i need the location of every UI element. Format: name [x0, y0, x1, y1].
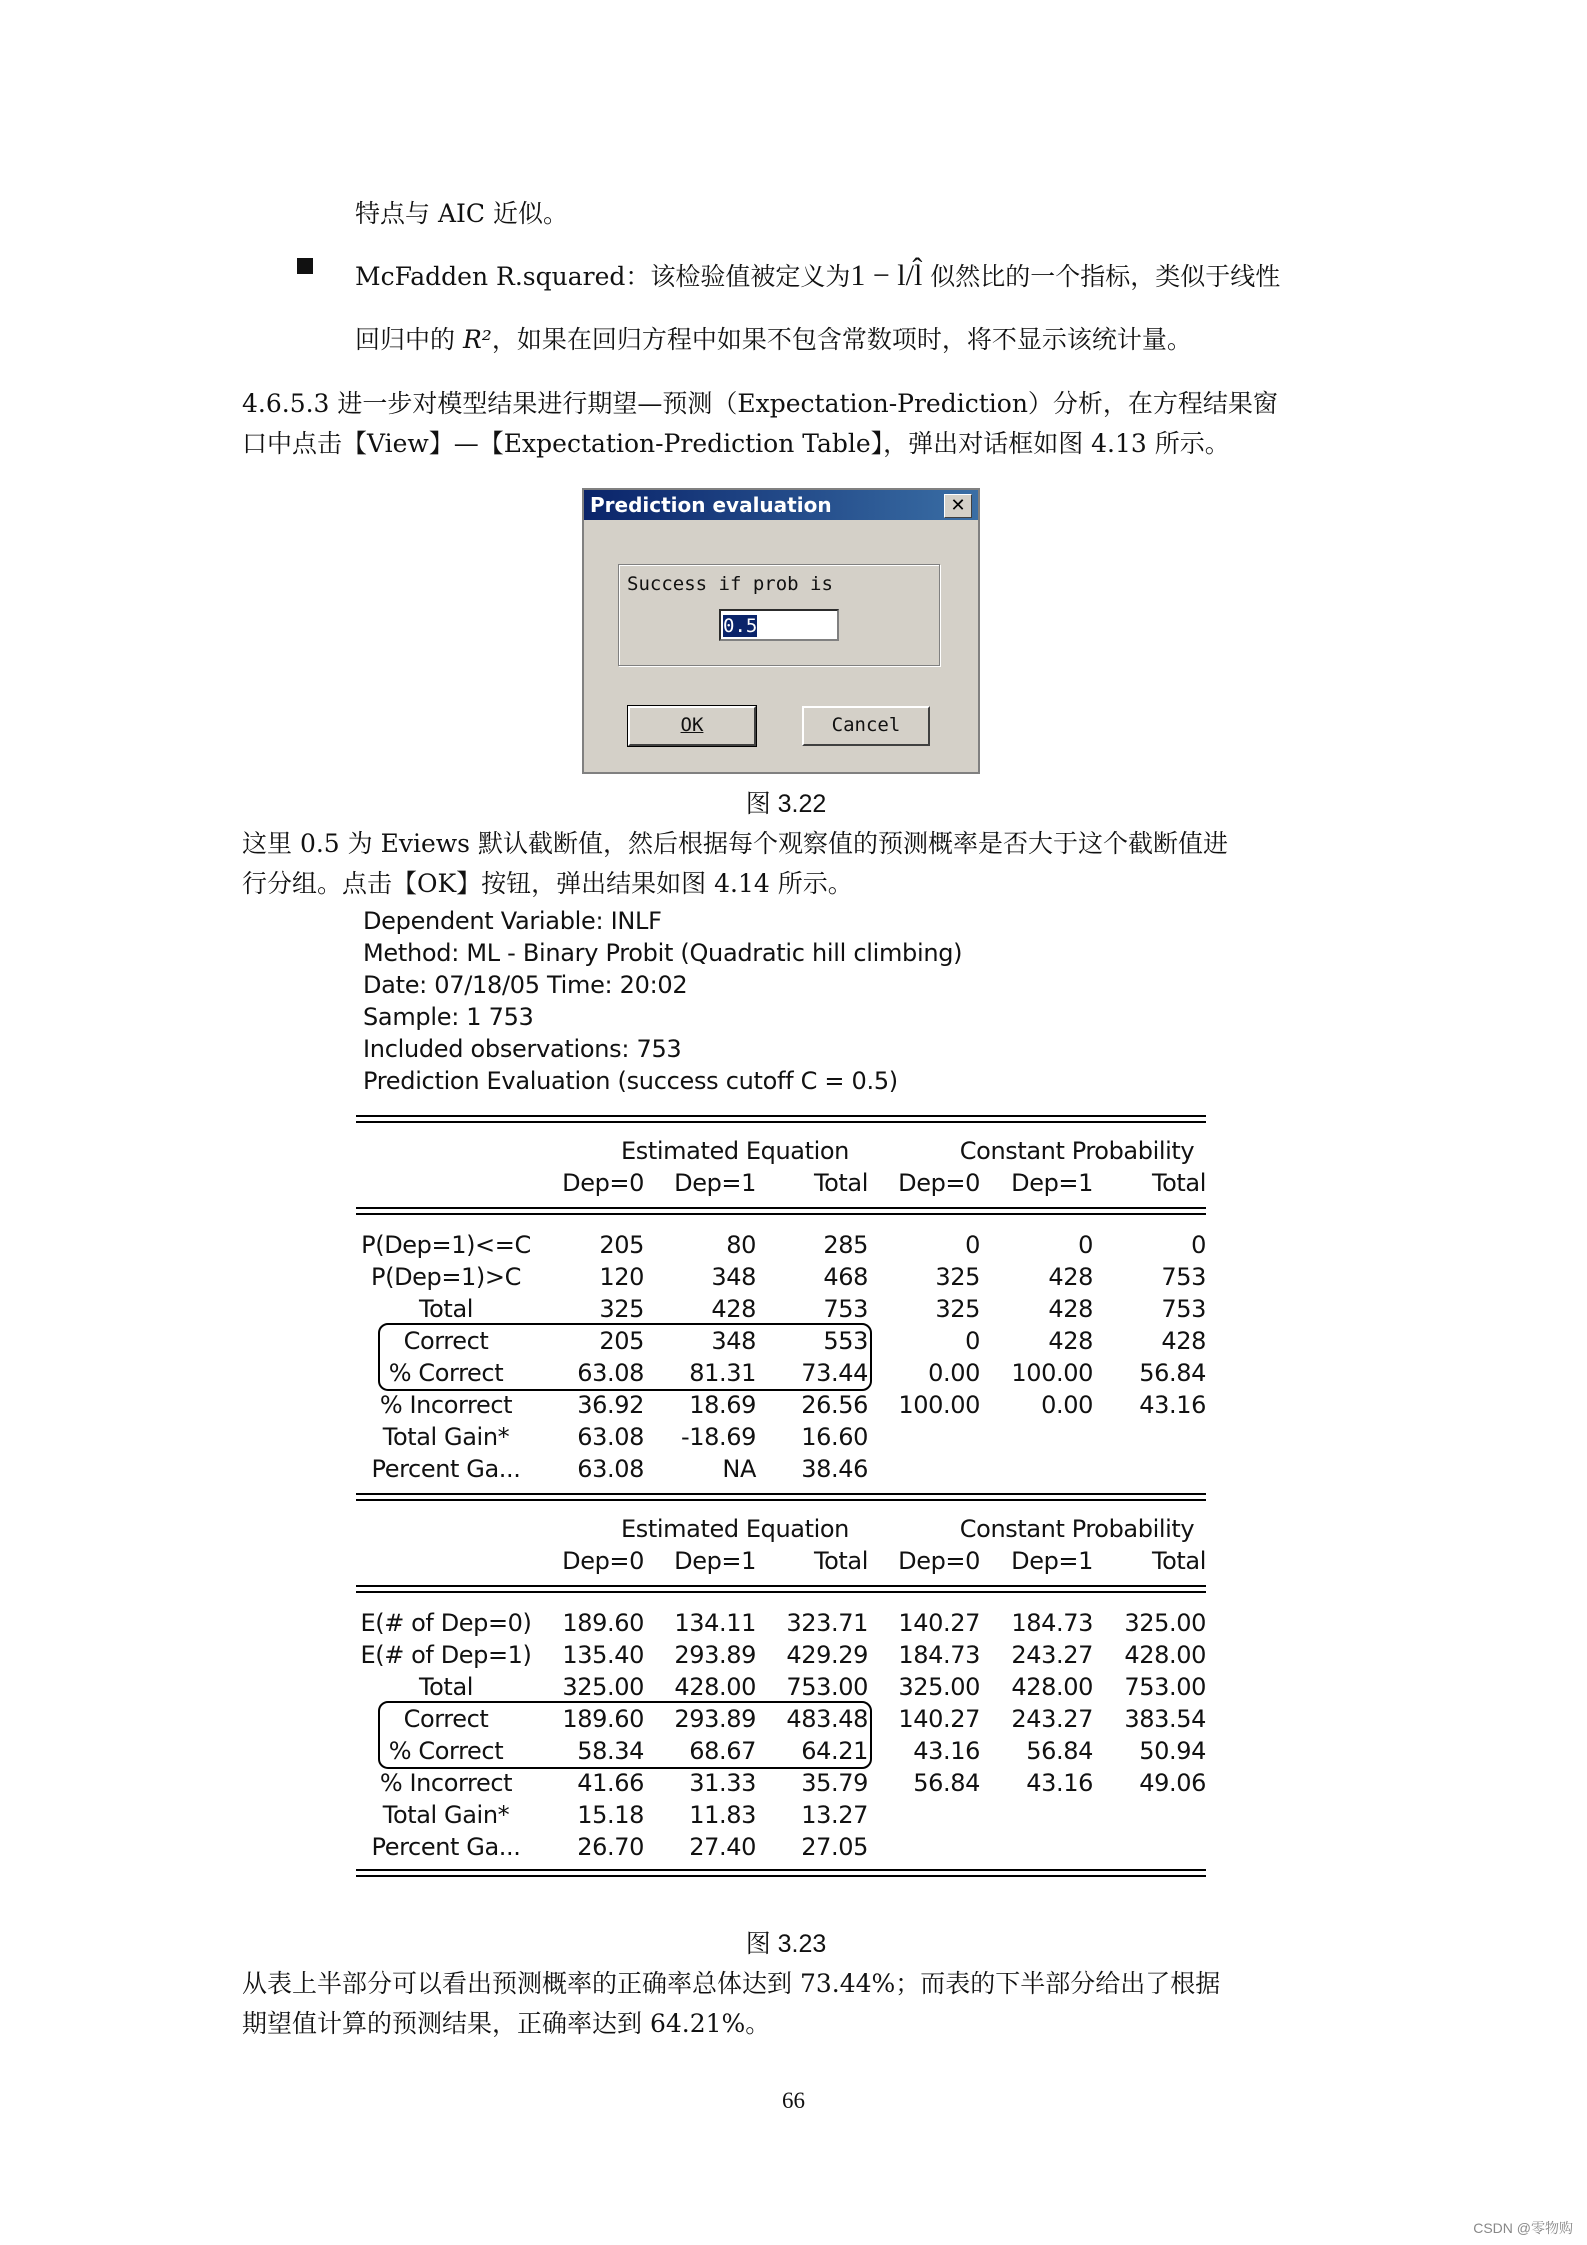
table-cell: 27.40 [689, 1833, 756, 1861]
column-header: Dep=1 [674, 1169, 756, 1197]
table-cell: 140.27 [898, 1609, 980, 1637]
column-header: Total [813, 1169, 868, 1197]
section-heading-line1: 4.6.5.3 进一步对模型结果进行期望—预测（Expectation-Prediction）分析，在方程结果窗 [242, 389, 1278, 418]
table2-bottom-rule [356, 1869, 1206, 1871]
row-label: Correct [403, 1327, 489, 1355]
table-cell: 325.00 [562, 1673, 644, 1701]
table-cell: 120 [599, 1263, 644, 1291]
table2-header-rule2 [356, 1591, 1206, 1593]
row-label: % Incorrect [379, 1391, 513, 1419]
explain-line2: 行分组。点击【OK】按钮，弹出结果如图 4.14 所示。 [242, 869, 853, 898]
table-cell: 753 [1161, 1295, 1206, 1323]
prediction-evaluation-dialog [582, 488, 980, 774]
table-cell: 325.00 [898, 1673, 980, 1701]
table-cell: 63.08 [577, 1455, 644, 1483]
table-cell: 100.00 [1011, 1359, 1093, 1387]
table-cell: 189.60 [562, 1609, 644, 1637]
column-header: Total [1151, 1169, 1206, 1197]
cutoff-value: 0.5 [723, 615, 758, 637]
mcfadden-tail: 似然比的一个指标，类似于线性 [922, 262, 1281, 291]
table-cell: 429.29 [786, 1641, 868, 1669]
column-header: Dep=0 [562, 1169, 644, 1197]
table-cell: 38.46 [801, 1455, 868, 1483]
r2-tail: ，如果在回归方程中如果不包含常数项时，将不显示该统计量。 [491, 325, 1192, 354]
table-cell: 0 [965, 1327, 980, 1355]
table-cell: 753.00 [786, 1673, 868, 1701]
row-label: Total [418, 1673, 474, 1701]
table-cell: 753.00 [1124, 1673, 1206, 1701]
correct-highlight-box [378, 1701, 872, 1769]
column-header: Dep=0 [898, 1169, 980, 1197]
row-label: P(Dep=1)<=C [361, 1231, 531, 1259]
text-line-aic: 特点与 AIC 近似。 [355, 199, 568, 228]
table-cell: 468 [823, 1263, 868, 1291]
table-cell: 293.89 [674, 1705, 756, 1733]
ok-button[interactable]: OK [628, 706, 756, 746]
table-cell: 63.08 [577, 1423, 644, 1451]
figure-caption-1: 图 3.22 [745, 790, 827, 818]
table-cell: 36.92 [577, 1391, 644, 1419]
table-cell: 383.54 [1124, 1705, 1206, 1733]
table-cell: 428 [1048, 1327, 1093, 1355]
table-cell: 64.21 [801, 1737, 868, 1765]
figure-caption-2: 图 3.23 [745, 1930, 827, 1958]
table-cell: 189.60 [562, 1705, 644, 1733]
table-cell: 325 [935, 1295, 980, 1323]
correct-highlight-box [378, 1323, 872, 1391]
bullet-square-icon [297, 258, 313, 274]
table-cell: 553 [823, 1327, 868, 1355]
table-cell: 49.06 [1139, 1769, 1206, 1797]
table-cell: 428.00 [674, 1673, 756, 1701]
table-cell: 0 [1191, 1231, 1206, 1259]
cutoff-label: Success if prob is [627, 573, 833, 595]
row-label: E(# of Dep=1) [360, 1641, 532, 1669]
table-cell: 205 [599, 1327, 644, 1355]
table-cell: 325 [935, 1263, 980, 1291]
table-cell: 0 [965, 1231, 980, 1259]
table-cell: 325 [599, 1295, 644, 1323]
table-cell: 18.69 [689, 1391, 756, 1419]
table-cell: 35.79 [801, 1769, 868, 1797]
table-cell: 68.67 [689, 1737, 756, 1765]
table-cell: 428 [711, 1295, 756, 1323]
table-cell: 285 [823, 1231, 868, 1259]
table-cell: 63.08 [577, 1359, 644, 1387]
table-cell: 0 [1078, 1231, 1093, 1259]
header-date: Date: 07/18/05 Time: 20:02 [363, 971, 688, 999]
table-cell: 428 [1048, 1263, 1093, 1291]
table-cell: 428.00 [1124, 1641, 1206, 1669]
table-cell: 0.00 [1041, 1391, 1093, 1419]
dialog-title [584, 490, 978, 520]
table-cell: NA [722, 1455, 756, 1483]
table2-top-rule2 [356, 1499, 1206, 1501]
group-constant-probability: Constant Probability [959, 1515, 1195, 1543]
table-cell: 753 [1161, 1263, 1206, 1291]
table-cell: 80 [726, 1231, 756, 1259]
table-cell: 134.11 [674, 1609, 756, 1637]
mcfadden-lead: McFadden R.squared：该检验值被定义为 [355, 262, 851, 291]
group-estimated-equation: Estimated Equation [621, 1515, 849, 1543]
header-dependent: Dependent Variable: INLF [363, 907, 662, 935]
table-cell: 140.27 [898, 1705, 980, 1733]
conclusion-line2: 期望值计算的预测结果，正确率达到 64.21%。 [242, 2009, 771, 2038]
conclusion-line1: 从表上半部分可以看出预测概率的正确率总体达到 73.44%；而表的下半部分给出了根据 [242, 1969, 1221, 1998]
header-method: Method: ML - Binary Probit (Quadratic hill climbing) [363, 939, 963, 967]
cutoff-group [618, 564, 940, 666]
output-header [363, 905, 962, 1097]
table-cell: 184.73 [1011, 1609, 1093, 1637]
column-header: Dep=1 [674, 1547, 756, 1575]
table-cell: 41.66 [577, 1769, 644, 1797]
table-cell: 293.89 [674, 1641, 756, 1669]
table-cell: 483.48 [786, 1705, 868, 1733]
header-sample: Sample: 1 753 [363, 1003, 534, 1031]
table-cell: 31.33 [689, 1769, 756, 1797]
row-label: Correct [403, 1705, 489, 1733]
table-cell: 348 [711, 1263, 756, 1291]
row-label: % Incorrect [379, 1769, 513, 1797]
column-header: Dep=0 [562, 1547, 644, 1575]
row-label: % Correct [388, 1737, 504, 1765]
table-cell: 0.00 [928, 1359, 980, 1387]
table-cell: 26.56 [801, 1391, 868, 1419]
table1-top-rule2 [356, 1121, 1206, 1123]
table-cell: 325.00 [1124, 1609, 1206, 1637]
table-cell: 184.73 [898, 1641, 980, 1669]
table-cell: 13.27 [801, 1801, 868, 1829]
table-cell: 243.27 [1011, 1641, 1093, 1669]
table-cell: 100.00 [898, 1391, 980, 1419]
column-header: Total [813, 1547, 868, 1575]
watermark: CSDN @零物购 [1473, 2220, 1573, 2236]
table-cell: 428.00 [1011, 1673, 1093, 1701]
table-cell: -18.69 [681, 1423, 756, 1451]
r2-paragraph [355, 320, 1192, 360]
table-cell: 205 [599, 1231, 644, 1259]
row-label: Percent Ga... [371, 1455, 521, 1483]
table-cell: 135.40 [562, 1641, 644, 1669]
table-cell: 73.44 [801, 1359, 868, 1387]
table-cell: 58.34 [577, 1737, 644, 1765]
row-label: E(# of Dep=0) [360, 1609, 532, 1637]
table2-top-rule [356, 1493, 1206, 1495]
row-label: P(Dep=1)>C [371, 1263, 521, 1291]
close-icon[interactable]: ✕ [944, 494, 972, 518]
table-cell: 50.94 [1139, 1737, 1206, 1765]
column-header: Dep=1 [1011, 1169, 1093, 1197]
column-header: Dep=0 [898, 1547, 980, 1575]
row-label: Total [418, 1295, 474, 1323]
header-observations: Included observations: 753 [363, 1035, 682, 1063]
table1-header-rule [356, 1207, 1206, 1209]
r2-lead: 回归中的 [355, 325, 463, 354]
page-number: 66 [782, 2088, 805, 2113]
group-estimated-equation: Estimated Equation [621, 1137, 849, 1165]
table1-top-rule [356, 1115, 1206, 1117]
table-cell: 16.60 [801, 1423, 868, 1451]
table-cell: 56.84 [1139, 1359, 1206, 1387]
table2-header-rule [356, 1585, 1206, 1587]
table-cell: 11.83 [689, 1801, 756, 1829]
cancel-button[interactable]: Cancel [802, 706, 930, 746]
table-cell: 43.16 [1139, 1391, 1206, 1419]
column-header: Total [1151, 1547, 1206, 1575]
table-cell: 15.18 [577, 1801, 644, 1829]
row-label: % Correct [388, 1359, 504, 1387]
table-cell: 243.27 [1011, 1705, 1093, 1733]
table-cell: 26.70 [577, 1833, 644, 1861]
table-cell: 27.05 [801, 1833, 868, 1861]
table-cell: 753 [823, 1295, 868, 1323]
table-cell: 43.16 [1026, 1769, 1093, 1797]
r2-symbol: R² [462, 325, 492, 354]
row-label: Total Gain* [382, 1801, 510, 1829]
group-constant-probability: Constant Probability [959, 1137, 1195, 1165]
table-cell: 323.71 [786, 1609, 868, 1637]
header-cutoff: Prediction Evaluation (success cutoff C = 0.5) [363, 1067, 898, 1095]
table-cell: 56.84 [1026, 1737, 1093, 1765]
table-cell: 428 [1048, 1295, 1093, 1323]
row-label: Total Gain* [382, 1423, 510, 1451]
table2-bottom-rule2 [356, 1875, 1206, 1877]
dialog-title-text: Prediction evaluation [590, 493, 832, 517]
table1-header-rule2 [356, 1213, 1206, 1215]
mcfadden-paragraph [355, 256, 1280, 297]
table-cell: 348 [711, 1327, 756, 1355]
mcfadden-formula: 1 − l/l̂ [850, 259, 923, 292]
table-cell: 43.16 [913, 1737, 980, 1765]
table-cell: 428 [1161, 1327, 1206, 1355]
column-header: Dep=1 [1011, 1547, 1093, 1575]
section-heading-line2: 口中点击【View】—【Expectation-Prediction Table】，弹出对话框如图 4.13 所示。 [242, 429, 1230, 458]
table-cell: 81.31 [689, 1359, 756, 1387]
explain-line1: 这里 0.5 为 Eviews 默认截断值，然后根据每个观察值的预测概率是否大于这个截断值进 [242, 829, 1228, 858]
table-cell: 56.84 [913, 1769, 980, 1797]
row-label: Percent Ga... [371, 1833, 521, 1861]
cutoff-input[interactable] [719, 609, 839, 641]
